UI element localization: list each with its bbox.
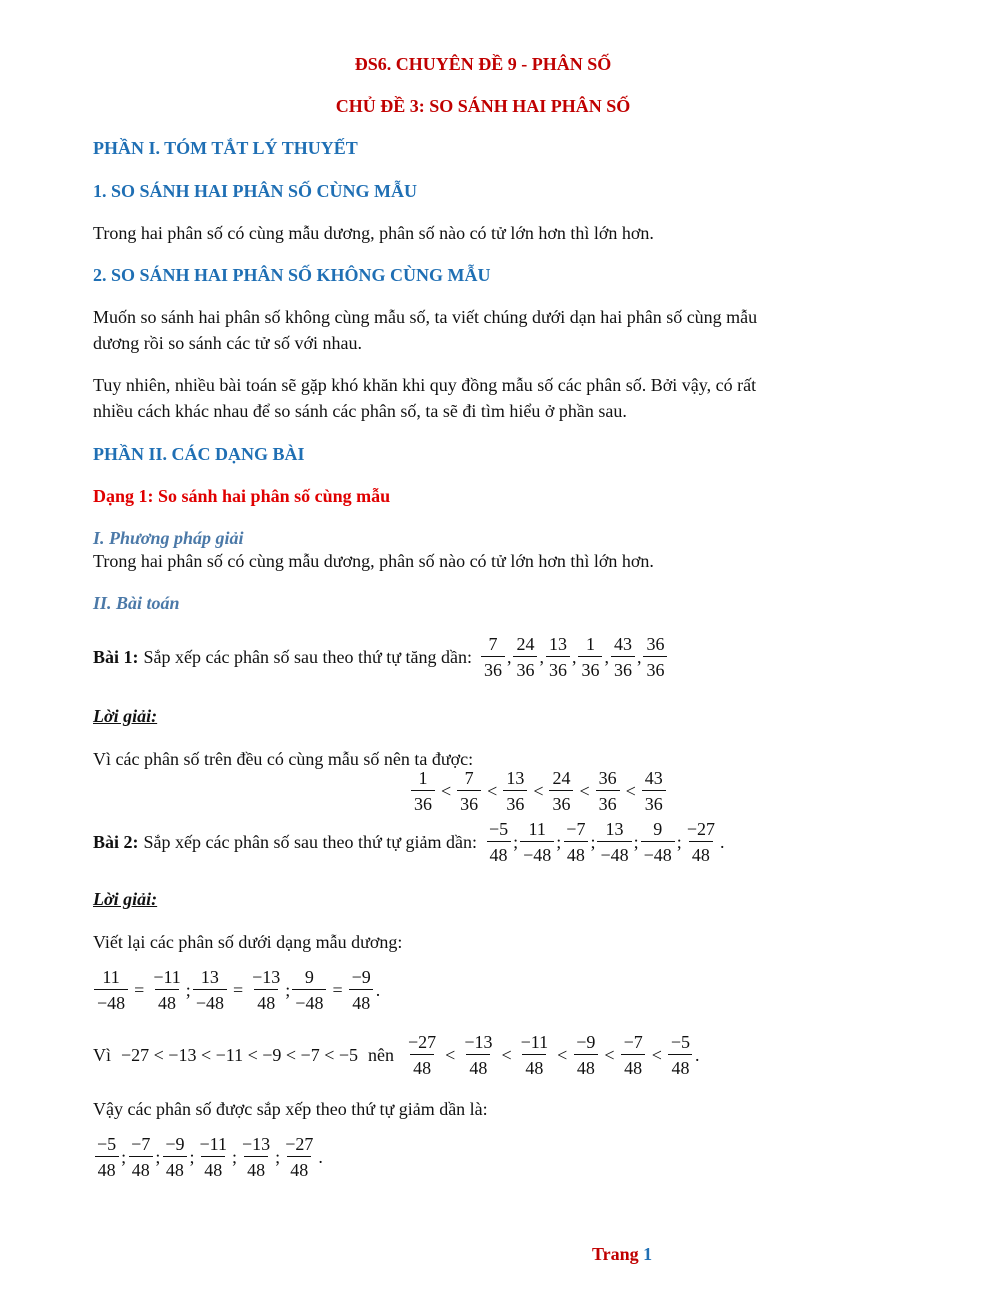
less-than: <: [625, 780, 636, 801]
numerator: −11: [520, 1032, 549, 1052]
doc-title: ĐS6. CHUYÊN ĐỀ 9 - PHÂN SỐ: [354, 54, 612, 74]
numerator: 13: [506, 768, 525, 788]
period: .: [695, 1044, 700, 1065]
numerator: −27: [285, 1134, 314, 1154]
fraction: [520, 819, 554, 865]
fraction: [481, 634, 505, 680]
part2-heading: PHẦN II. CÁC DẠNG BÀI: [93, 444, 305, 464]
solution1-label: Lời giải:: [93, 706, 158, 726]
numerator: −11: [153, 967, 181, 987]
fraction: [549, 768, 573, 814]
numerator: −13: [242, 1134, 271, 1154]
problem1-text: Sắp xếp các phân số sau theo thứ tự tăng dần:: [143, 646, 472, 667]
denominator: 48: [349, 989, 373, 1013]
denominator: 36: [578, 656, 602, 680]
solution1-chain: [410, 768, 667, 814]
denominator: 36: [546, 656, 570, 680]
equals: =: [332, 979, 343, 1000]
semicolon: ;: [121, 1146, 127, 1167]
semicolon: ;: [155, 1146, 161, 1167]
numerator: 24: [516, 634, 535, 654]
numerator: 43: [644, 768, 663, 788]
comma: ,: [506, 646, 512, 667]
fraction: [197, 1134, 230, 1180]
denominator: 48: [621, 1054, 645, 1078]
fraction: [94, 967, 128, 1013]
section2-text1-line1: Muốn so sánh hai phân số không cùng mẫu số, ta viết chúng dưới dạn hai phân số cùng mẫu: [93, 307, 758, 327]
denominator: 48: [287, 1156, 311, 1180]
doc-subtitle: CHỦ ĐỀ 3: SO SÁNH HAI PHÂN SỐ: [335, 96, 631, 116]
fraction: [597, 819, 631, 865]
fraction: [518, 1032, 551, 1078]
fraction: [282, 1134, 316, 1180]
part1-heading: PHẦN I. TÓM TẮT LÝ THUYẾT: [93, 138, 358, 158]
numerator: 11: [102, 967, 120, 987]
section1-text: Trong hai phân số có cùng mẫu dương, phân số nào có tử lớn hơn thì lớn hơn.: [93, 223, 654, 243]
numerator: 13: [605, 819, 624, 839]
denominator: 48: [487, 841, 511, 865]
fraction: [684, 819, 718, 865]
less-than: <: [445, 1044, 456, 1065]
comparison-nen: nên: [368, 1044, 394, 1065]
solution2-text1: Viết lại các phân số dưới dạng mẫu dương:: [93, 932, 403, 952]
denominator: 36: [513, 656, 537, 680]
problems-heading: II. Bài toán: [93, 593, 180, 613]
numerator: −9: [165, 1134, 185, 1154]
numerator: −13: [464, 1032, 493, 1052]
fraction: [621, 1032, 646, 1078]
denominator: 48: [244, 1156, 268, 1180]
numerator: −9: [351, 967, 371, 987]
numerator: 36: [646, 634, 665, 654]
solution2-label: Lời giải:: [93, 889, 158, 909]
denominator: −48: [597, 841, 631, 865]
denominator: 36: [642, 790, 666, 814]
period: .: [318, 1146, 323, 1167]
fraction: [150, 967, 183, 1013]
numerator: −7: [131, 1134, 151, 1154]
problem2-label: Bài 2:: [93, 831, 139, 852]
comparison-chain: [404, 1032, 701, 1078]
fraction: [249, 967, 283, 1013]
comma: ,: [539, 646, 544, 667]
comma: ,: [604, 646, 609, 667]
denominator: 48: [574, 1054, 598, 1078]
denominator: 36: [643, 656, 667, 680]
numerator: 13: [548, 634, 567, 654]
method-text: Trong hai phân số có cùng mẫu dương, phân số nào có tử lớn hơn thì lớn hơn.: [93, 551, 654, 571]
period: .: [375, 979, 381, 1000]
fraction: [546, 634, 570, 680]
fraction: [162, 1134, 187, 1180]
comparison-vi: Vì: [93, 1044, 111, 1065]
dang1-heading: Dạng 1: So sánh hai phân số cùng mẫu: [93, 486, 391, 506]
denominator: 48: [466, 1054, 490, 1078]
semicolon: ;: [513, 831, 519, 852]
fraction: [596, 768, 620, 814]
period: .: [719, 831, 725, 852]
denominator: 48: [522, 1054, 546, 1078]
semicolon: ;: [633, 831, 639, 852]
semicolon: ;: [275, 1146, 281, 1167]
section2-text1-line2: dương rồi so sánh các tử số với nhau.: [93, 333, 363, 353]
numerator: −13: [252, 967, 281, 987]
denominator: 36: [503, 790, 527, 814]
denominator: 48: [95, 1156, 119, 1180]
denominator: −48: [520, 841, 554, 865]
fraction: [513, 634, 537, 680]
numerator: −9: [576, 1032, 596, 1052]
less-than: <: [557, 1044, 568, 1065]
denominator: 48: [668, 1054, 692, 1078]
numerator: 36: [598, 768, 617, 788]
denominator: 48: [129, 1156, 153, 1180]
comparison-integers: −27 < −13 < −11 < −9 < −7 < −5: [121, 1044, 358, 1065]
comma: ,: [571, 646, 577, 667]
denominator: 36: [549, 790, 573, 814]
solution2-comparison: [93, 1032, 701, 1078]
denominator: 36: [596, 790, 620, 814]
fraction: [193, 967, 227, 1013]
fraction: [563, 819, 588, 865]
denominator: 36: [611, 656, 635, 680]
numerator: 11: [528, 819, 546, 839]
fraction: [641, 819, 675, 865]
semicolon: ;: [556, 831, 562, 852]
problem1-fractions: [480, 634, 669, 680]
footer-number: 1: [643, 1244, 653, 1264]
fraction: [503, 768, 527, 814]
numerator: −5: [670, 1032, 691, 1052]
numerator: 9: [653, 819, 663, 839]
section2-text2-line1: Tuy nhiên, nhiều bài toán sẽ gặp khó khăn khi quy đồng mẫu số các phân số. Bởi vậy, có rất: [93, 375, 757, 395]
denominator: 48: [564, 841, 588, 865]
less-than: <: [579, 780, 590, 801]
denominator: −48: [193, 989, 227, 1013]
section1-heading: 1. SO SÁNH HAI PHÂN SỐ CÙNG MẪU: [93, 181, 418, 201]
numerator: 7: [464, 768, 474, 788]
semicolon: ;: [185, 979, 191, 1000]
page-footer: [592, 1244, 652, 1265]
problem1-label: Bài 1:: [93, 646, 139, 667]
denominator: 48: [155, 989, 179, 1013]
numerator: 24: [552, 768, 571, 788]
problem2-fractions: [485, 819, 726, 865]
footer-word: Trang: [592, 1244, 639, 1264]
solution2-equations: [93, 967, 381, 1013]
fraction: [405, 1032, 439, 1078]
numerator: 1: [585, 634, 595, 654]
semicolon: ;: [285, 979, 291, 1000]
comma: ,: [636, 646, 642, 667]
problem2-text: Sắp xếp các phân số sau theo thứ tự giảm dần:: [143, 831, 477, 852]
fraction: [239, 1134, 273, 1180]
denominator: 48: [410, 1054, 434, 1078]
fraction: [411, 768, 435, 814]
denominator: −48: [641, 841, 675, 865]
solution2-final: [93, 1134, 324, 1180]
less-than: <: [604, 1044, 615, 1065]
section2-text2-line2: nhiều cách khác nhau để so sánh các phân số, ta sẽ đi tìm hiểu ở phần sau.: [93, 401, 627, 421]
equals: =: [232, 979, 244, 1000]
denominator: 36: [457, 790, 481, 814]
fraction: [349, 967, 374, 1013]
denominator: −48: [292, 989, 326, 1013]
denominator: 36: [481, 656, 505, 680]
numerator: −11: [199, 1134, 227, 1154]
fraction: [292, 967, 326, 1013]
denominator: 36: [411, 790, 435, 814]
fraction: [573, 1032, 598, 1078]
section2-heading: 2. SO SÁNH HAI PHÂN SỐ KHÔNG CÙNG MẪU: [93, 265, 491, 285]
numerator: −7: [623, 1032, 643, 1052]
problem1: [93, 634, 668, 680]
numerator: −5: [97, 1134, 117, 1154]
less-than: <: [441, 780, 452, 801]
numerator: 1: [418, 768, 428, 788]
numerator: 13: [200, 967, 219, 987]
denominator: 48: [163, 1156, 187, 1180]
fraction: [643, 634, 667, 680]
fraction: [128, 1134, 153, 1180]
fraction: [611, 634, 635, 680]
method-heading: I. Phương pháp giải: [93, 528, 244, 548]
numerator: −27: [686, 819, 715, 839]
numerator: 43: [613, 634, 632, 654]
fraction: [578, 634, 602, 680]
numerator: 9: [304, 967, 314, 987]
fraction: [642, 768, 666, 814]
fraction: [486, 819, 511, 865]
fraction: [461, 1032, 495, 1078]
problem2: [93, 819, 725, 865]
semicolon: ;: [676, 831, 682, 852]
numerator: 7: [488, 634, 498, 654]
denominator: 48: [689, 841, 713, 865]
semicolon: ;: [232, 1146, 238, 1167]
fraction: [457, 768, 481, 814]
less-than: <: [651, 1044, 662, 1065]
semicolon: ;: [590, 831, 596, 852]
less-than: <: [487, 780, 498, 801]
solution1-text: Vì các phân số trên đều có cùng mẫu số nên ta được:: [93, 749, 474, 769]
denominator: 48: [201, 1156, 225, 1180]
semicolon: ;: [189, 1146, 195, 1167]
equals: =: [134, 979, 145, 1000]
fraction: [668, 1032, 693, 1078]
fraction: [94, 1134, 119, 1180]
less-than: <: [501, 1044, 512, 1065]
numerator: −5: [488, 819, 509, 839]
numerator: −7: [566, 819, 586, 839]
denominator: −48: [94, 989, 128, 1013]
solution2-text2: Vậy các phân số được sắp xếp theo thứ tự giảm dần là:: [93, 1099, 488, 1119]
denominator: 48: [254, 989, 278, 1013]
less-than: <: [533, 780, 544, 801]
numerator: −27: [408, 1032, 437, 1052]
